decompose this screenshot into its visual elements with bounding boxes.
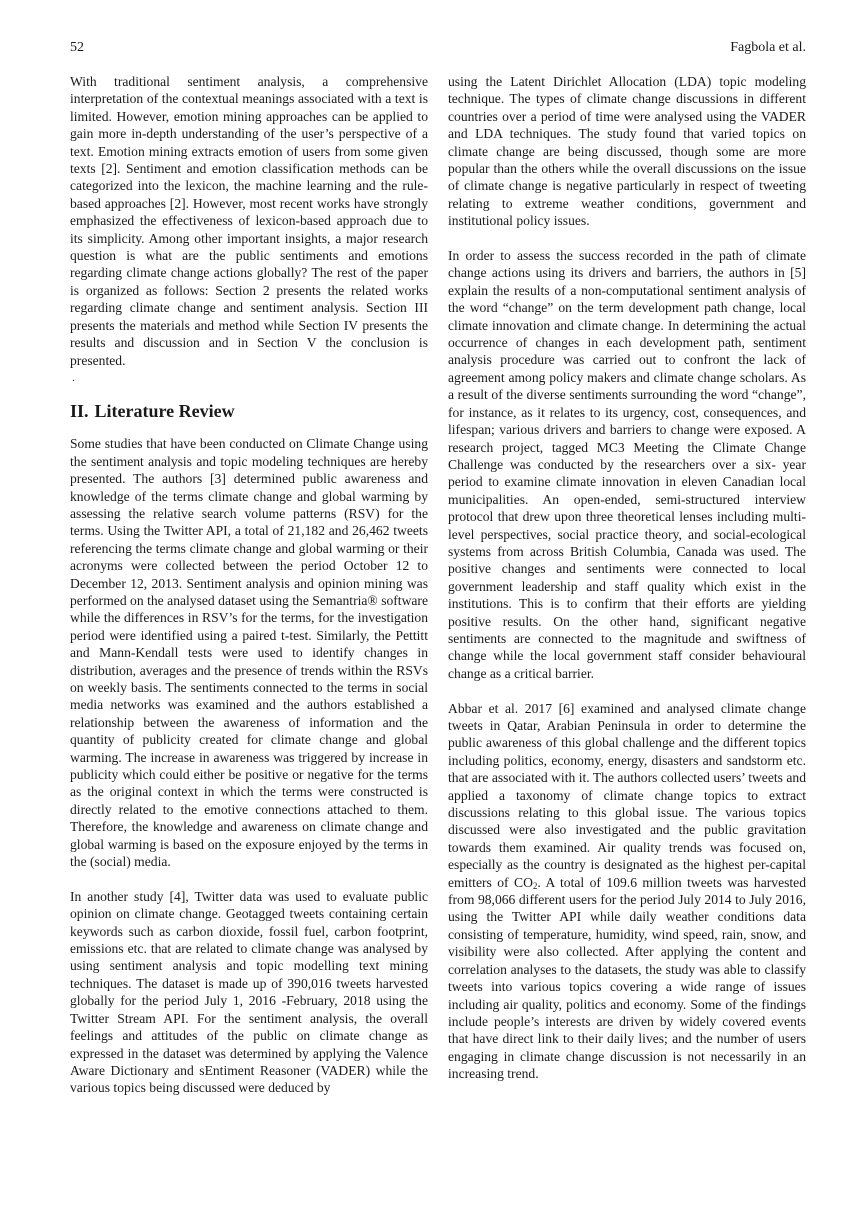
right-column [448, 73, 806, 1083]
left-column [70, 73, 428, 1097]
section-number: II. [70, 401, 89, 422]
literature-paragraph-4: In order to assess the success recorded in the path of climate change actions using its drivers and barriers, the authors in [5] explain the results of a non-computational sentiment analysis of the word “change” on the term development path change, local climate innovation and climate change. In determining the actual occurrence of changes in each development path, sentiment analysis procedure was carried out to confront the lack of agreement among policy makers and climate change scholars. As a result of the diverse sentiments surrounding the word “change”, for instance, as it relates to its urgency, cost, consequences, and lifespan; various drivers and barriers to change were exposed. A research project, tagged MC3 Meeting the Climate Change Challenge was conducted by the researchers over a six- year period to examine climate innovation in eleven Canadian local municipalities. An open-ended, semi-structured interview protocol that drew upon three theoretical lenses including multi-level perspectives, social practice theory, and social-ecological systems from across British Columbia, Canada was used. The positive changes and sentiments were connected to local government leadership and staff quality which exist in the institutions. This is to confirm that their efforts are yielding positive results. On the other hand, significant negative sentiments are connected to the magnitude and swiftness of change while the local government staff consider behavioural change as a critical barrier. [448, 248, 806, 681]
co2-subscript: 2 [532, 880, 538, 891]
running-head: Fagbola et al. [730, 40, 806, 55]
literature-paragraph-3: using the Latent Dirichlet Allocation (LDA) topic modeling technique. The types of climate change discussions in different countries over a period of time were analysed using the VADER and LDA techniques. The study found that varied topics on climate change are being discussed, though some are more popular than the others while the overall discussions on the issue of climate change is negative particularly in respect of tweeting relating to extreme weather conditions, government and institutional policy issues. [448, 74, 806, 229]
stray-mark: . [72, 369, 75, 384]
intro-paragraph: With traditional sentiment analysis, a comprehensive interpretation of the contextual meanings associated with a text is limited. However, emotion mining approaches can be applied to gain more in-depth understanding of the user’s perspective of a text. Emotion mining extracts emotion of users from some given texts [2]. Sentiment and emotion classification methods can be categorized into the lexicon, the machine learning and the rule-based approaches [2]. However, most recent works have strongly emphasized the effectiveness of lexicon-based approach due to its simplicity. Among other important insights, a major research question is what are the public sentiments and emotions regarding climate change actions globally? The rest of the paper is organized as follows: Section 2 presents the related works regarding climate change and sentiment analysis. Section III presents the materials and method while Section IV presents the results and discussion and in Section V the conclusion is presented. [70, 74, 428, 368]
section-title: Literature Review [94, 401, 235, 422]
paragraph-text-part2: . A total of 109.6 million tweets was harvested from 98,066 different users for the period July 2014 to July 2016, using the Twitter API while daily weather conditions data consisting of temperature, humidity, wind speed, rain, snow, and visibility were also collected. After applying the content and correlation analyses to the datasets, the study was able to classify tweets into various topics covering a wide range of issues including air quality, politics and economy. Some of the findings include people’s interests are driven by widely covered events that have direct link to their daily lives; and the number of users engaging in climate change discussion is not necessarily in an increasing trend. [448, 874, 807, 1082]
page-number: 52 [70, 40, 84, 55]
literature-paragraph-1: Some studies that have been conducted on Climate Change using the sentiment analysis and topic modeling techniques are hereby presented. The authors [3] determined public awareness and knowledge of the terms climate change and global warming by assessing the relative search volume patterns (RSV) for the terms. Using the Twitter API, a total of 21,182 and 26,462 tweets referencing the terms climate change and global warming or their acronyms were collected between the period October 12 to December 12, 2013. Sentiment analysis and opinion mining was performed on the analysed dataset using the Semantria® software while the differences in RSV’s for the terms, for the investigation period were identified using a paired t-test. Similarly, the Pettitt and Mann-Kendall tests were used to identify changes in distribution, averages and the presence of trends within the RSVs on weekly basis. The sentiments connected to the terms in social media networks was examined and the authors established a relationship between the awareness of information and the quantity of publicity created for climate change and global warming. The increase in awareness was triggered by increase in publicity which could either be positive or negative for the terms as the original context in which the terms were constructed is directly related to the emotive connections attached to them. Therefore, the knowledge and awareness on climate change and global warming is based on the exposure enjoyed by the terms in the (social) media. [70, 436, 428, 870]
literature-paragraph-2: In another study [4], Twitter data was used to evaluate public opinion on climate change. Geotagged tweets containing certain keywords such as carbon dioxide, fossil fuel, carbon footprint, emissions etc. that are related to climate change was analysed by using sentiment analysis and topic modelling text mining techniques. The dataset is made up of 390,016 tweets harvested globally for the period July 1, 2016 -February, 2018 using the Twitter Stream API. For the sentiment analysis, the overall feelings and attitudes of the public on climate change as expressed in the dataset was determined by applying the Valence Aware Dictionary and sEntiment Reasoner (VADER) while the various topics being discussed were deduced by [70, 888, 428, 1096]
paragraph-text-part1: Abbar et al. 2017 [6] examined and analysed climate change tweets in Qatar, Arabian Peninsula in order to determine the public awareness of this global challenge and the different topics including politics, economy, energy, disasters and sandstorm etc. that are associated with it. The authors collected users’ tweets and applied a taxonomy of climate change topics to extract discussions relating to this global issue. The various topics discussed were also investigated and the public gravitation towards them examined. Air quality trends was focused on, especially as the country is designated as the highest per-capital emitters of CO [448, 700, 806, 890]
literature-paragraph-5 [448, 700, 806, 1083]
section-heading [70, 400, 428, 422]
